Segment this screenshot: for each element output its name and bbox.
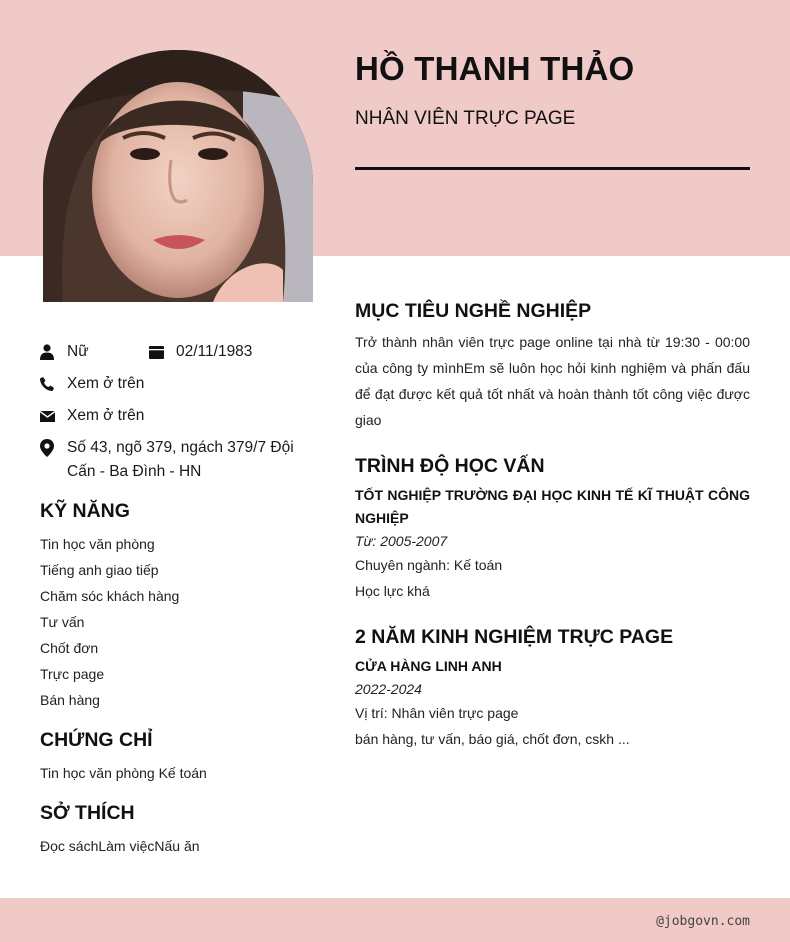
info-row-address bbox=[40, 436, 315, 484]
certificates-list bbox=[40, 760, 315, 786]
location-pin-icon bbox=[40, 436, 67, 460]
right-column bbox=[355, 300, 750, 774]
calendar-icon bbox=[149, 340, 176, 364]
education-school: TỐT NGHIỆP TRƯỜNG ĐẠI HỌC KINH TẾ KĨ THUẬT CÔNG NGHIỆP bbox=[355, 487, 750, 526]
candidate-name: HỒ THANH THẢO bbox=[355, 50, 635, 87]
skill-item: Tin học văn phòng bbox=[40, 536, 155, 552]
gender-info bbox=[40, 340, 149, 364]
hobbies-title: SỞ THÍCH bbox=[40, 802, 135, 824]
education-major: Chuyên ngành: Kế toán bbox=[355, 557, 503, 573]
skill-item: Chăm sóc khách hàng bbox=[40, 588, 180, 604]
skill-item: Bán hàng bbox=[40, 692, 100, 708]
profile-photo bbox=[43, 50, 313, 302]
hobby-item: Đọc sáchLàm việcNấu ăn bbox=[40, 838, 200, 854]
skill-item: Tiếng anh giao tiếp bbox=[40, 562, 159, 578]
birthday-info bbox=[149, 340, 252, 364]
phone-icon bbox=[40, 372, 67, 396]
objective-text: Trở thành nhân viên trực page online tại nhà từ 19:30 - 00:00 của công ty mìnhEm sẽ luôn học hỏi kinh nghiệm và phấn đấu để đạt được kết quả tốt nhất và hoàn thành tốt công việc được giao bbox=[355, 334, 750, 428]
experience-duties: bán hàng, tư vấn, báo giá, chốt đơn, cskh ... bbox=[355, 731, 630, 747]
education-grade: Học lực khá bbox=[355, 583, 430, 599]
education-section bbox=[355, 455, 750, 604]
info-row-phone bbox=[40, 372, 315, 396]
hobbies-list bbox=[40, 833, 315, 859]
education-period: Từ: 2005-2007 bbox=[355, 533, 448, 549]
objective-title: MỤC TIÊU NGHỀ NGHIỆP bbox=[355, 300, 592, 322]
certificate-item: Tin học văn phòng Kế toán bbox=[40, 765, 207, 781]
envelope-icon bbox=[40, 404, 67, 428]
skills-title: KỸ NĂNG bbox=[40, 500, 130, 522]
certificates-title: CHỨNG CHỈ bbox=[40, 729, 153, 751]
experience-period: 2022-2024 bbox=[355, 681, 422, 697]
experience-company: CỬA HÀNG LINH ANH bbox=[355, 658, 502, 674]
experience-position: Vị trí: Nhân viên trực page bbox=[355, 705, 519, 721]
job-title: NHÂN VIÊN TRỰC PAGE bbox=[355, 108, 576, 129]
title-divider bbox=[355, 167, 750, 170]
gender-value: Nữ bbox=[67, 343, 89, 360]
email-value: Xem ở trên bbox=[67, 407, 145, 424]
left-column bbox=[40, 340, 315, 859]
person-icon bbox=[40, 340, 67, 364]
experience-title: 2 NĂM KINH NGHIỆM TRỰC PAGE bbox=[355, 626, 674, 648]
phone-value: Xem ở trên bbox=[67, 375, 145, 392]
address-value: Số 43, ngõ 379, ngách 379/7 Đội Cấn - Ba Đình - HN bbox=[67, 439, 294, 480]
birthday-value: 02/11/1983 bbox=[176, 343, 253, 360]
experience-section bbox=[355, 626, 750, 752]
skill-item: Trực page bbox=[40, 666, 105, 682]
skill-item: Chốt đơn bbox=[40, 640, 99, 656]
skill-item: Tư vấn bbox=[40, 614, 85, 630]
skills-list bbox=[40, 531, 315, 713]
footer-credit: @jobgovn.com bbox=[656, 914, 750, 929]
info-row-gender-birthday bbox=[40, 340, 315, 364]
objective-section bbox=[355, 300, 750, 433]
info-row-email bbox=[40, 404, 315, 428]
education-title: TRÌNH ĐỘ HỌC VẤN bbox=[355, 455, 545, 477]
